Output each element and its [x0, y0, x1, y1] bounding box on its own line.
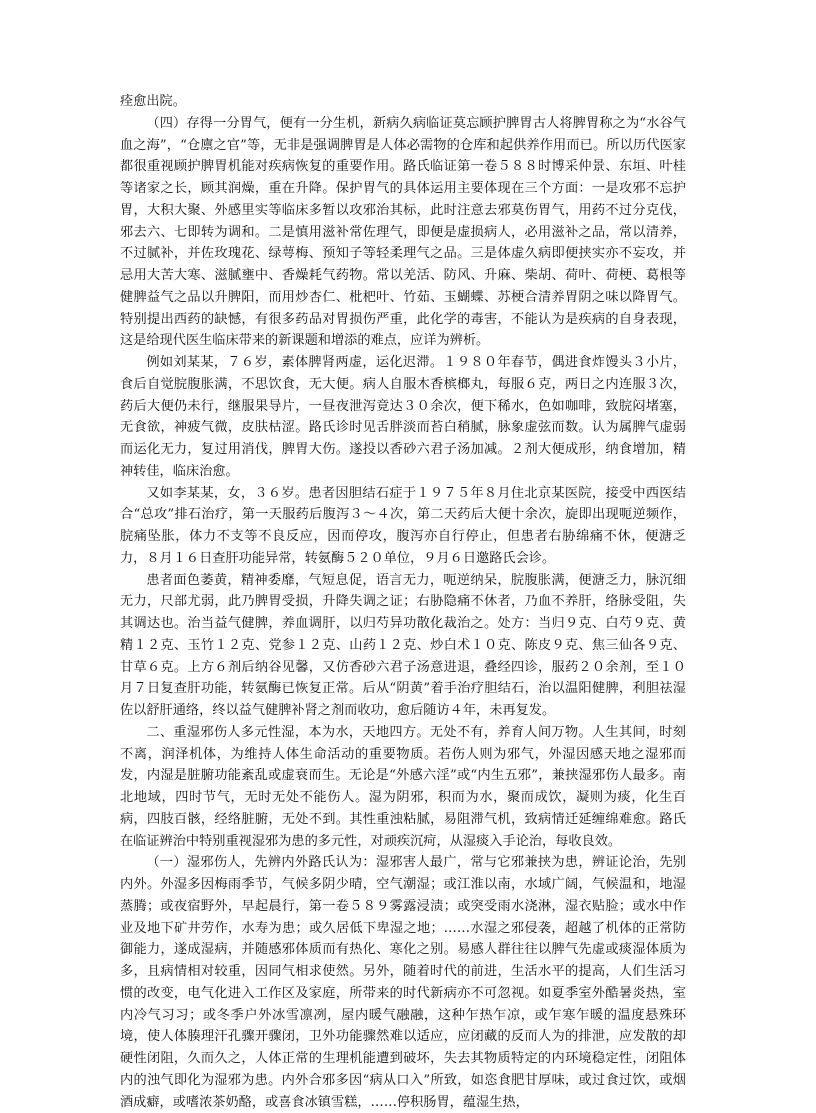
paragraph-section-4: （四）存得一分胃气，便有一分生机，新病久病临证莫忘顾护脾胃古人将脾胃称之为“水谷气血之海”，“仓廪之官”等，无非是强调脾胃是人体必需物的仓库和起供养作用而已。所以历代医家都很重视顾护脾胃机能对疾病恢复的重要作用。路氏临证第一卷５８８时博采仲景、东垣、叶桂等诸家之长，顾其润燥，重在升降。保护胃气的具体运用主要体现在三个方面：一是攻邪不忘护胃，大积大聚、外感里实等临床多暂以攻邪治其标，此时注意去邪莫伤胃气，用药不过分克伐，邪去六、七即转为调和。二是慎用滋补常佐理气，即便是虚损病人，必用滋补之品，常以清养，不过腻补，并佐玫瑰花、绿萼梅、预知子等轻柔理气之品。三是体虚久病即便挟实亦不妄攻，并忌用大苦大寒、滋腻壅中、香燥耗气药物。常以羌活、防风、升麻、柴胡、荷叶、荷梗、葛根等健脾益气之品以升脾阳，而用炒杏仁、枇杷叶、竹茹、玉蝴蝶、苏梗合清养胃阴之味以降胃气。特别提出西药的缺憾，有很多药品对胃损伤严重，此化学的毒害，不能认为是疾病的自身表现，这是给现代医生临床带来的新课题和增添的难点，应详为辨析。: [120, 115, 686, 349]
paragraph-case-liu: 例如刘某某，７６岁，素体脾肾两虚，运化迟滞。１９８０年春节，偶进食炸馒头３小片，食后自觉脘腹胀满，不思饮食，无大便。病人自服木香槟榔丸，每服６克，两日之内连服３次，药后大便仍未行，继服果导片，一昼夜泄泻竟达３０余次，便下稀水，色如咖啡，致脘闷堵塞，无食欲，神疲气微，皮肤枯涩。路氏诊时见舌胖淡而苔白稍腻，脉象虚弦而数。认为属脾气虚弱而运化无力，复过用消伐，脾胃大伤。遂投以香砂六君子汤加减。２剂大便成形，纳食增加，精神转佳，临床治愈。: [120, 355, 686, 479]
paragraph-case-li: 又如李某某，女，３６岁。患者因胆结石症于１９７５年８月住北京某医院，接受中西医结合“总攻”排石治疗，第一天服药后腹泻３～４次，第二天药后大便十余次，旋即出现呃逆频作，脘痛坠胀，体力不支等不良反应，因而停攻，腹泻亦自行停止，但患者右胁绵痛不休，便溏乏力，８月１６日查肝功能异常，转氨酶５２０单位，９月６日邀路氏会诊。: [120, 485, 686, 566]
paragraph-continuation: 痊愈出院。: [120, 94, 186, 109]
paragraph-case-li-treatment: 患者面色萎黄，精神委靡，气短息促，语言无力，呃逆纳呆，脘腹胀满，便溏乏力，脉沉细无力，尺部尤弱，此乃脾胃受损，升降失调之证；右胁隐痛不休者，乃血不养肝，络脉受阻，失其调达也。治当益气健脾，养血调肝，以归芍异功散化裁治之。处方：当归９克、白芍９克、黄精１２克、玉竹１２克、党参１２克、山药１２克、炒白术１０克、陈皮９克、焦三仙各９克、甘草６克。上方６剂后纳谷见馨，又仿香砂六君子汤意进退，叠经四诊，服药２０余剂，至１０月７日复查肝功能，转氨酶已恢复正常。后从“阴黄”着手治疗胆结石，治以温阳健脾，利胆祛湿佐以舒肝通络，终以益气健脾补肾之剂而收功，愈后随访４年，未再复发。: [120, 572, 686, 718]
paragraph-subsection-1: （一）湿邪伤人，先辨内外路氏认为：湿邪害人最广，常与它邪兼挟为患，辨证论治，先别内外。外湿多因梅雨季节，气候多阴少晴，空气潮湿；或江淮以南，水域广阔，气候温和，地湿蒸腾；或夜宿野外，早起晨行，第一卷５８９雾露浸渍；或突受雨水浇淋，湿衣贴脸；或水中作业及地下矿井劳作，水寿为患；或久居低下卑湿之地；……水湿之邪侵袭，超越了机体的正常防御能力，遂成湿病，并随感邪体质而有热化、寒化之别。易感人群往往以脾气先虚或痰湿体质为多，且病情相对较重，因同气相求使然。另外，随着时代的前进，生活水平的提高，人们生活习惯的改变，电气化进入工作区及家庭，所带来的时代新病亦不可忽视。如夏季室外酷暑炎热，室内冷气习习；或冬季户外冰雪凛冽，屋内暖气融融，这种乍热乍凉，或乍寒乍暖的温度悬殊环境，使人体腠理汗孔骤开骤闭，卫外功能骤然难以适应，应闭藏的反而人为的排泄，应发散的却硬性闭阻，久而久之，人体正常的生理机能遭到破坏，失去其物质特定的内环境稳定性，闭阻体内的浊气即化为湿邪为患。内外合邪多因“病从口入”所致，如恣食肥甘厚味，或过食过饮，或烟酒成癖，或嗜浓茶奶酪，或喜食冰镇雪糕，……停积肠胃，蕴湿生热，: [120, 855, 686, 1110]
paragraph-section-2: 二、重湿邪伤人多元性湿，本为水，天地四方。无处不有，养育人间万物。人生其间，时刻不离，润泽机体，为维持人体生命活动的重要物质。若伤人则为邪气，外湿因感天地之湿邪而发，内湿是脏腑功能紊乱或虚衰而生。无论是“外感六淫”或“内生五邪”，兼挟湿邪伤人最多。南北地域，四时节气，无时无处不能伤人。湿为阴邪，积而为水，聚而成饮，凝则为痰，化生百病，四肢百骸，经络脏腑，无处不到。其性重浊粘腻，易阻滞气机，致病情迁延缠绵难愈。路氏在临证辨治中特别重视湿邪为患的多元性，对顽疾沉疴，从湿痰入手论治，每收良效。: [120, 724, 686, 849]
document-body: [120, 91, 686, 1113]
